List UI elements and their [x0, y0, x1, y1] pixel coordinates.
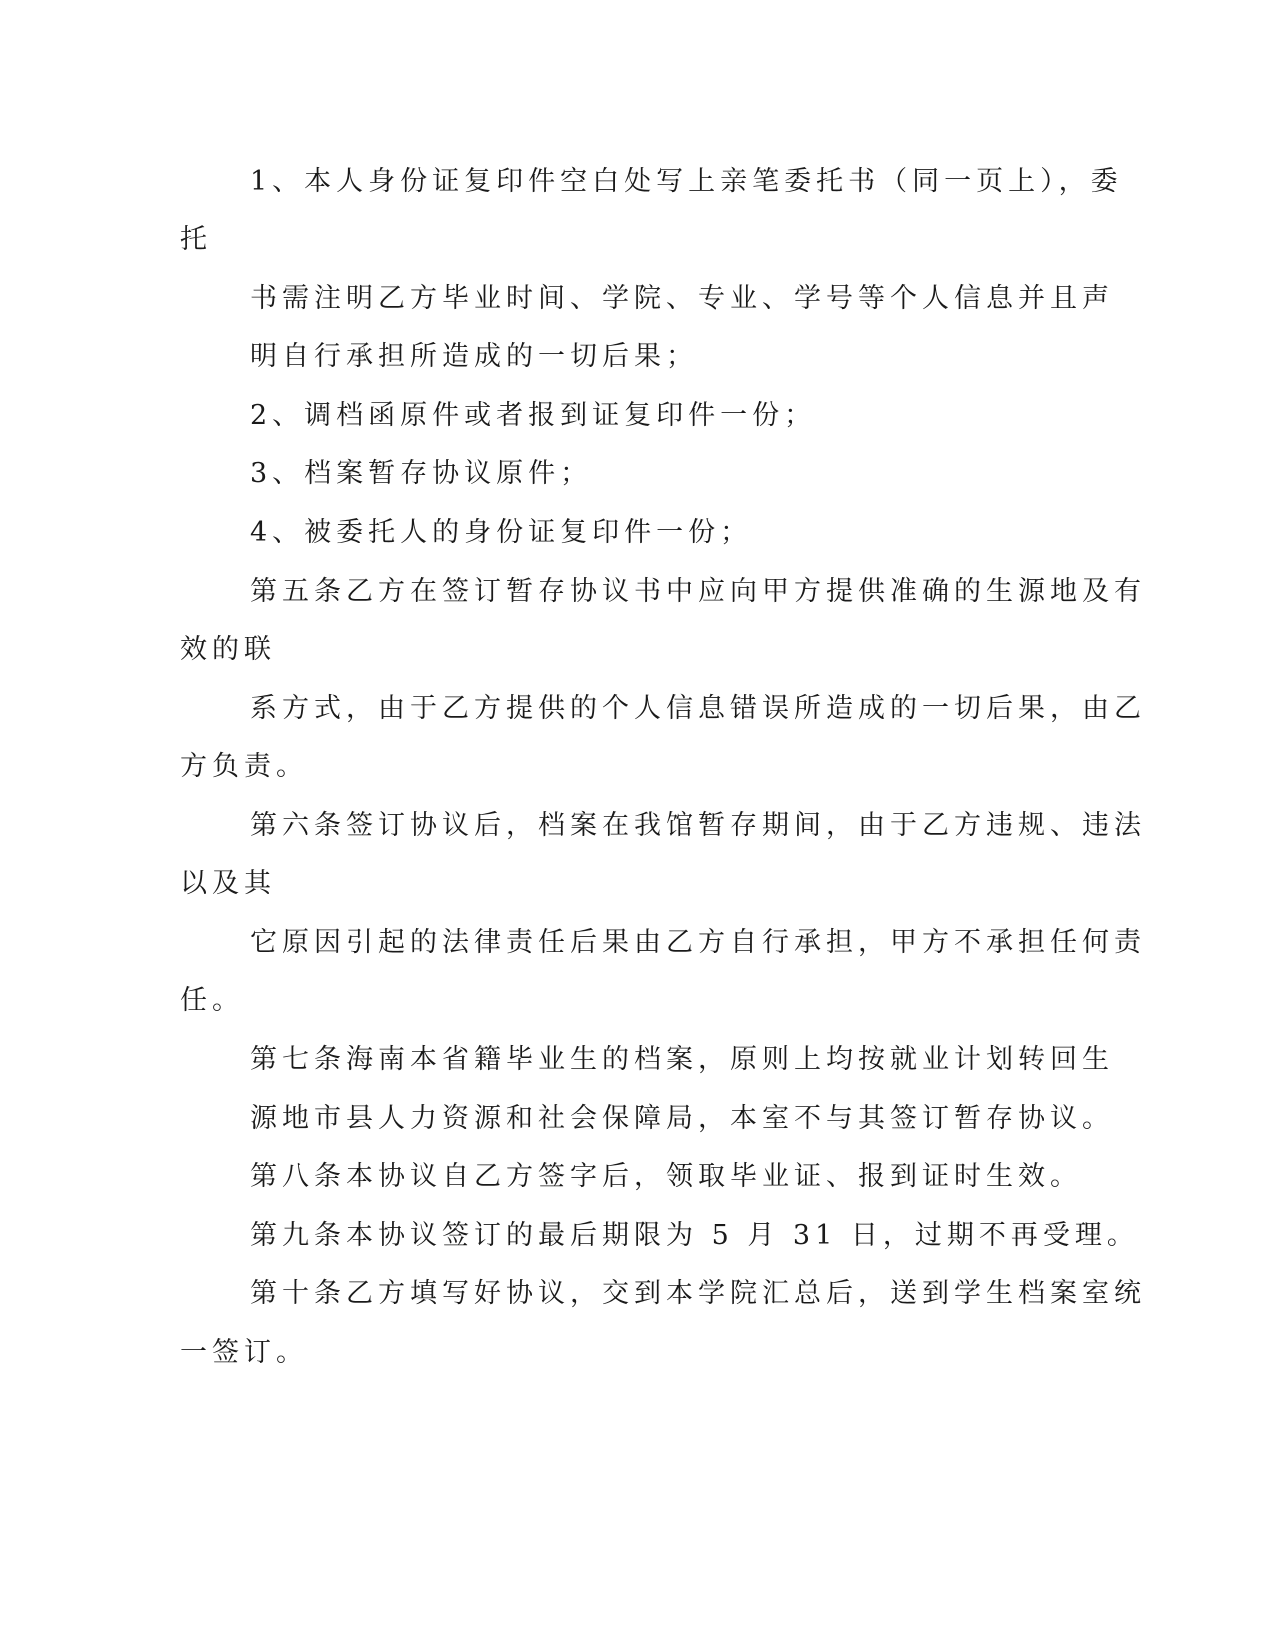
text-line: 效的联 — [180, 634, 276, 665]
text-line: 以及其 — [180, 868, 276, 899]
text-line: 第七条海南本省籍毕业生的档案，原则上均按就业计划转回生 — [250, 1044, 1114, 1075]
text-line: 第五条乙方在签订暂存协议书中应向甲方提供准确的生源地及有 — [250, 576, 1146, 607]
text-line: 系方式，由于乙方提供的个人信息错误所造成的一切后果，由乙 — [250, 693, 1146, 724]
text-line: 第六条签订协议后，档案在我馆暂存期间，由于乙方违规、违法 — [250, 810, 1146, 841]
text-line: 4、被委托人的身份证复印件一份； — [250, 517, 753, 548]
text-line: 任。 — [180, 985, 244, 1016]
text-line: 书需注明乙方毕业时间、学院、专业、学号等个人信息并且声 — [250, 283, 1114, 314]
text-line: 2、调档函原件或者报到证复印件一份； — [250, 400, 817, 431]
text-line: 3、档案暂存协议原件； — [250, 458, 593, 489]
text-line: 源地市县人力资源和社会保障局，本室不与其签订暂存协议。 — [250, 1103, 1114, 1134]
text-line: 第十条乙方填写好协议，交到本学院汇总后，送到学生档案室统 — [250, 1278, 1146, 1309]
text-line: 明自行承担所造成的一切后果； — [250, 341, 698, 372]
text-line: 第九条本协议签订的最后期限为 5 月 31 日，过期不再受理。 — [250, 1220, 1139, 1251]
text-line: 第八条本协议自乙方签字后，领取毕业证、报到证时生效。 — [250, 1161, 1082, 1192]
text-line: 方负责。 — [180, 751, 308, 782]
text-line: 一签订。 — [180, 1337, 308, 1368]
text-line: 它原因引起的法律责任后果由乙方自行承担，甲方不承担任何责 — [250, 927, 1146, 958]
text-line: 1、本人身份证复印件空白处写上亲笔委托书（同一页上），委 — [250, 166, 1123, 197]
text-line: 托 — [180, 224, 212, 255]
